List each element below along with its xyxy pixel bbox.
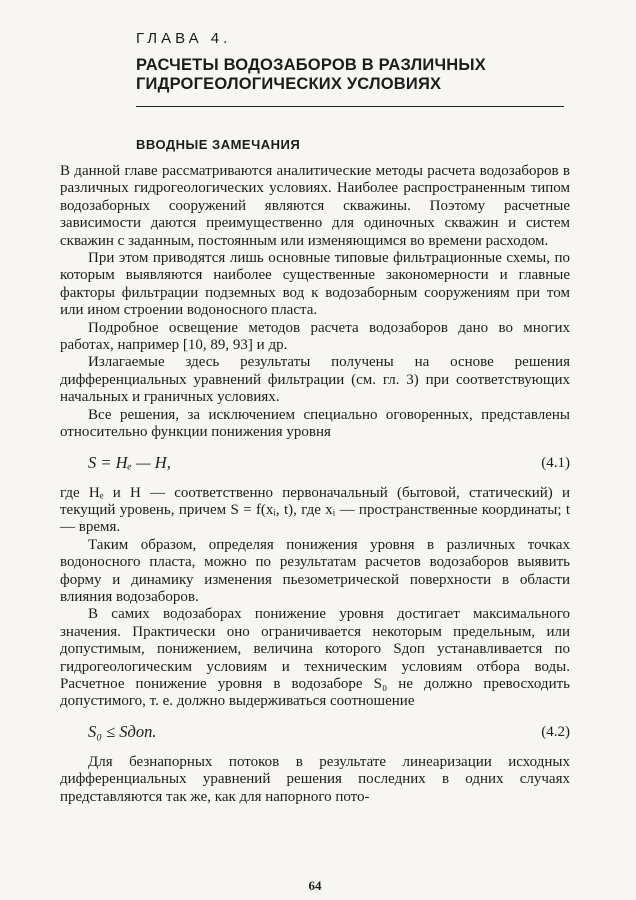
paragraph-9: Для безнапорных потоков в результате линеаризации исходных дифференциальных уравнений решения последних в одних случаях представляются так же, как для напорного пото-	[60, 753, 570, 805]
title-rule	[136, 106, 564, 107]
paragraph-4: Излагаемые здесь результаты получены на основе решения дифференциальных уравнений фильтрации (см. гл. 3) при соответствующих начальных и граничных условиях.	[60, 354, 570, 406]
paragraph-7: Таким образом, определяя понижения уровня в различных точках водоносного пласта, можно по результатам расчетов водозаборов выявить форму и динамику изменения пьезометрической поверхности в области влияния водозаборов.	[60, 536, 570, 605]
chapter-title-line-2: ГИДРОГЕОЛОГИЧЕСКИХ УСЛОВИЯХ	[136, 75, 442, 93]
formula-4-2-expression: S₀ ≤ Sдоп.	[88, 721, 157, 741]
section-title: ВВОДНЫЕ ЗАМЕЧАНИЯ	[136, 137, 301, 152]
paragraph-3: Подробное освещение методов расчета водозаборов дано во многих работах, например [10, 89, 93] и др.	[60, 319, 570, 354]
formula-4-1-expression: S = Hₑ — H,	[88, 452, 171, 472]
paragraph-8: В самих водозаборах понижение уровня достигает максимального значения. Практически оно ограничивается некоторым предельным, или допустимым, понижением, величина которого Sдоп устанавливается по гидрогеологическим условиям и техническим условиям отбора воды. Расчетное понижение уровня в водозаборе S₀ не должно превосходить допустимого, т. е. должно выдерживаться соотношение	[60, 606, 570, 710]
paragraph-5: Все решения, за исключением специально оговоренных, представлены относительно функции понижения уровня	[60, 406, 570, 441]
page-number: 64	[308, 878, 322, 893]
formula-4-2-number: (4.2)	[541, 723, 570, 740]
chapter-title-line-1: РАСЧЕТЫ ВОДОЗАБОРОВ В РАЗЛИЧНЫХ	[136, 56, 486, 74]
formula-4-2	[88, 722, 570, 742]
paragraph-6: где Hₑ и H — соответственно первоначальный (бытовой, статический) и текущий уровень, причем S = f(xᵢ, t), где xᵢ — пространственные координаты; t — время.	[60, 484, 570, 536]
formula-4-1	[88, 453, 570, 473]
chapter-label: ГЛАВА 4.	[136, 30, 232, 47]
book-page	[60, 30, 570, 893]
paragraph-1: В данной главе рассматриваются аналитические методы расчета водозаборов в различных гидрогеологических условиях. Наиболее распространенным типом водозаборных сооружений являются скважины. Поэтому расчетные зависимости даются преимущественно для одиночных скважин и систем скважин с заданным, постоянным или изменяющимся во времени расходом.	[60, 163, 570, 249]
paragraph-2: При этом приводятся лишь основные типовые фильтрационные схемы, по которым выявляются наиболее существенные закономерности и главные факторы фильтрации подземных вод к водозаборным сооружениям при том или ином строении водоносного пласта.	[60, 250, 570, 319]
formula-4-1-number: (4.1)	[541, 454, 570, 471]
